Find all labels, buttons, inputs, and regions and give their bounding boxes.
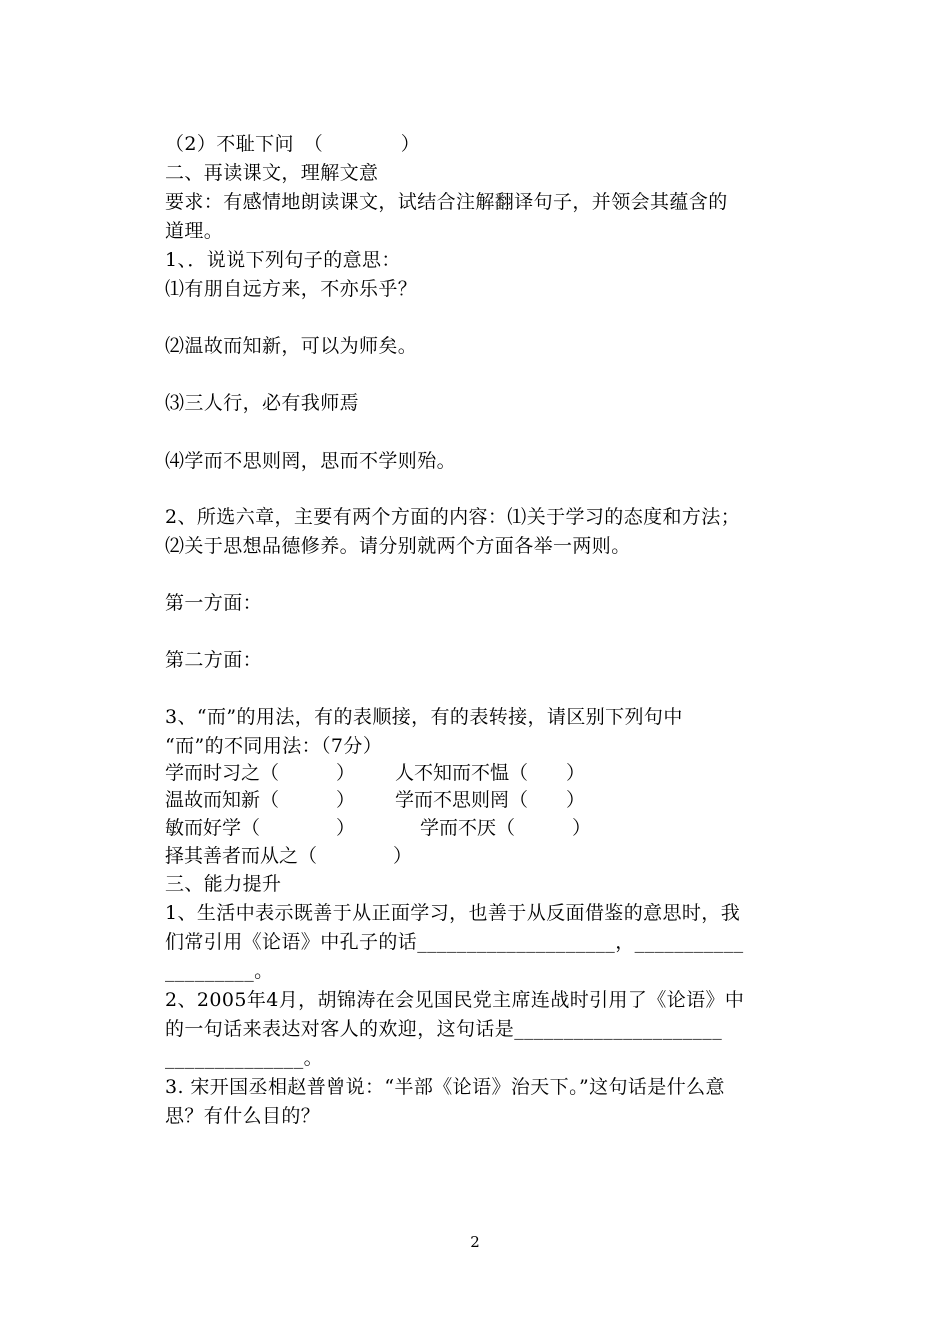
- sentence-3: ⑶三人行，必有我师焉: [165, 392, 360, 414]
- er-usage-4: 学而不思则罔（ ）: [395, 789, 586, 811]
- second-aspect-label: 第二方面：: [165, 649, 263, 671]
- er-usage-6: 学而不厌（ ）: [420, 817, 592, 839]
- requirement-line-1: 要求：有感情地朗读课文，试结合注解翻译句子，并领会其蕴含的: [165, 191, 728, 213]
- question-2-line-1: 2、所选六章，主要有两个方面的内容：⑴关于学习的态度和方法；: [165, 506, 741, 528]
- ability-q2-line-1: 2、2005年4月，胡锦涛在会见国民党主席连战时引用了《论语》中: [165, 989, 745, 1011]
- ability-q3-line-2: 思？有什么目的？: [165, 1105, 321, 1127]
- page-number: 2: [470, 1233, 480, 1251]
- er-usage-3: 温故而知新（ ）: [165, 789, 356, 811]
- ability-q1-line-1: 1、生活中表示既善于从正面学习，也善于从反面借鉴的意思时，我: [165, 902, 741, 924]
- section-three-heading: 三、能力提升: [165, 873, 282, 895]
- er-usage-2: 人不知而不愠（ ）: [395, 762, 586, 784]
- sentence-2: ⑵温故而知新，可以为师矣。: [165, 335, 418, 357]
- er-usage-7: 择其善者而从之（ ）: [165, 845, 413, 867]
- sentence-1: ⑴有朋自远方来，不亦乐乎？: [165, 278, 418, 300]
- ability-q1-line-3: _________。: [165, 960, 274, 982]
- first-aspect-label: 第一方面：: [165, 592, 263, 614]
- question-2-line-2: ⑵关于思想品德修养。请分别就两个方面各举一两则。: [165, 535, 631, 557]
- ability-q2-line-2: 的一句话来表达对客人的欢迎，这句话是_____________________: [165, 1018, 723, 1040]
- er-usage-5: 敏而好学（ ）: [165, 817, 356, 839]
- ability-q2-line-3: ______________。: [165, 1047, 323, 1069]
- question-3-line-1: 3、“而”的用法，有的表顺接，有的表转接，请区别下列句中: [165, 706, 683, 728]
- requirement-line-2: 道理。: [165, 220, 224, 242]
- question-1-heading: 1、．说说下列句子的意思：: [165, 249, 401, 271]
- section-two-heading: 二、再读课文，理解文意: [165, 162, 379, 184]
- sentence-4: ⑷学而不思则罔，思而不学则殆。: [165, 450, 457, 472]
- item-bu-chi-xia-wen: （2）不耻下问 （ ）: [165, 133, 421, 155]
- question-3-line-2: “而”的不同用法：（7分）: [165, 735, 383, 757]
- ability-q1-line-2: 们常引用《论语》中孔子的话____________________，___________: [165, 931, 744, 953]
- er-usage-1: 学而时习之（ ）: [165, 762, 356, 784]
- ability-q3-line-1: 3. 宋开国丞相赵普曾说：“半部《论语》治天下。”这句话是什么意: [165, 1076, 725, 1098]
